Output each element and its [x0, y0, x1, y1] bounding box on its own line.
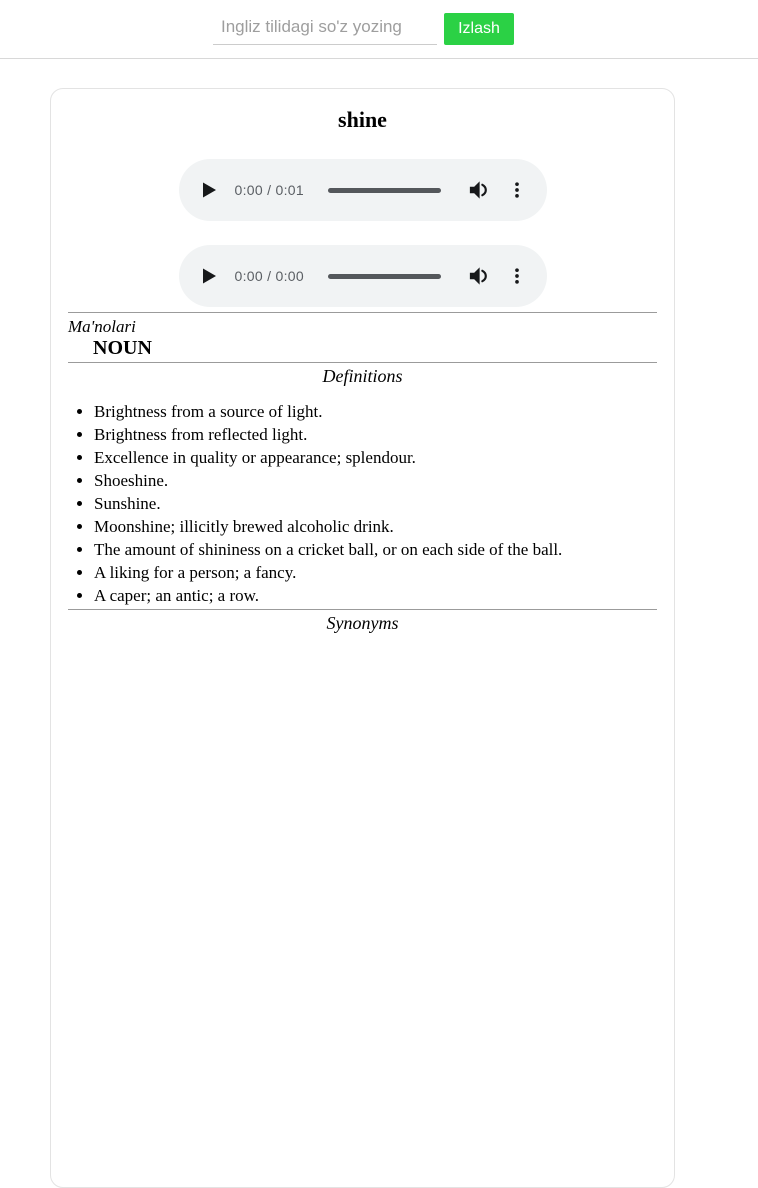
- definition-item: • Excellence in quality or appearance; splendour.: [94, 446, 657, 469]
- definition-item: • A liking for a person; a fancy.: [94, 561, 657, 584]
- definition-item: • A caper; an antic; a row.: [94, 584, 657, 607]
- more-options-icon[interactable]: [507, 177, 527, 203]
- definition-item: • Sunshine.: [94, 492, 657, 515]
- audio-seek-slider[interactable]: [328, 183, 441, 197]
- definitions-heading: Definitions: [322, 366, 403, 386]
- search-button[interactable]: Izlash: [444, 13, 514, 45]
- audio-player-2: [179, 245, 547, 307]
- audio-seek-slider[interactable]: [328, 269, 441, 283]
- more-options-icon[interactable]: [507, 263, 527, 289]
- definition-item: • Brightness from a source of light.: [94, 400, 657, 423]
- audio-time: 0:00 / 0:00: [234, 268, 304, 284]
- synonyms-heading: Synonyms: [326, 613, 399, 633]
- volume-icon[interactable]: [465, 177, 491, 203]
- meanings-label: Ma'nolari: [68, 317, 136, 336]
- audio-track: [328, 274, 441, 279]
- definitions-list: [68, 400, 657, 607]
- word-card: [50, 88, 675, 1188]
- meanings-section: [68, 312, 657, 635]
- definition-item: • Brightness from reflected light.: [94, 423, 657, 446]
- audio-player-1: [179, 159, 547, 221]
- volume-icon[interactable]: [465, 263, 491, 289]
- audio-time: 0:00 / 0:01: [234, 182, 304, 198]
- play-icon[interactable]: [195, 263, 221, 289]
- definition-item: • Shoeshine.: [94, 469, 657, 492]
- search-input[interactable]: [213, 11, 437, 45]
- audio-track: [328, 188, 441, 193]
- word-title: shine: [338, 107, 387, 132]
- play-icon[interactable]: [195, 177, 221, 203]
- top-search-bar: [0, 0, 758, 59]
- definition-item: • The amount of shininess on a cricket ball, or on each side of the ball.: [94, 538, 657, 561]
- part-of-speech: NOUN: [93, 337, 152, 359]
- definition-item: • Moonshine; illicitly brewed alcoholic drink.: [94, 515, 657, 538]
